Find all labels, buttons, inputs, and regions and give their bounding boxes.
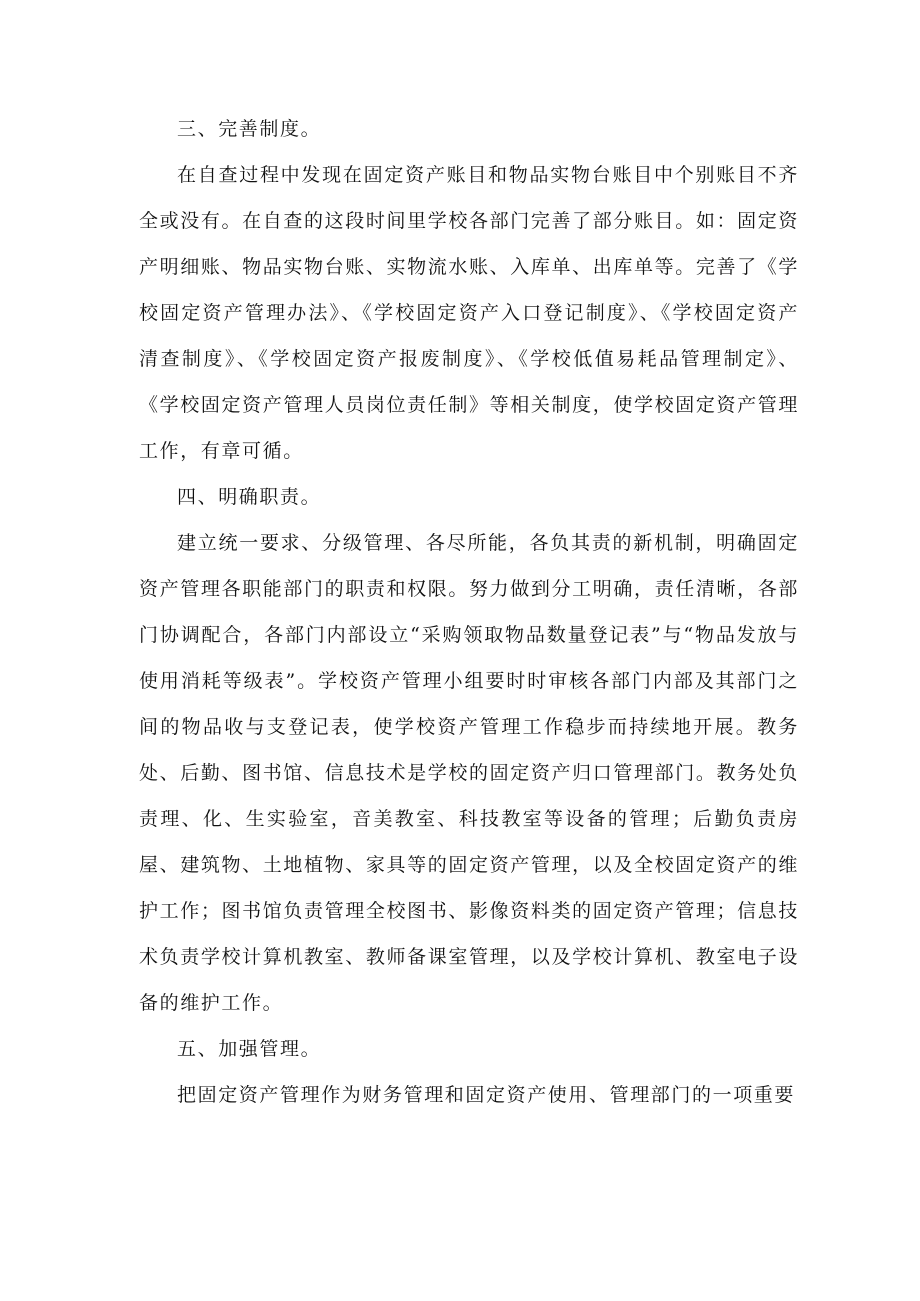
section-heading-4: 四、明确职责。 <box>177 486 322 508</box>
document-body <box>139 106 799 1118</box>
section-paragraph-5: 把固定资产管理作为财务管理和固定资产使用、管理部门的一项重要 <box>177 1084 796 1106</box>
section-heading-5: 五、加强管理。 <box>177 1038 322 1060</box>
section-heading-3: 三、完善制度。 <box>177 118 322 140</box>
section-paragraph-4: 建立统一要求、分级管理、各尽所能，各负其责的新机制，明确固定资产管理各职能部门的职责和权限。努力做到分工明确，责任清晰，各部门协调配合，各部门内部设立“采购领取物品数量登记表”与“物品发放与使用消耗等级表”。学校资产管理小组要时时审核各部门内部及其部门之间的物品收与支登记表，使学校资产管理工作稳步而持续地开展。教务处、后勤、图书馆、信息技术是学校的固定资产归口管理部门。教务处负责理、化、生实验室，音美教室、科技教室等设备的管理；后勤负责房屋、建筑物、土地植物、家具等的固定资产管理，以及全校固定资产的维护工作；图书馆负责管理全校图书、影像资料类的固定资产管理；信息技术负责学校计算机教室、教师备课室管理，以及学校计算机、教室电子设备的维护工作。 <box>139 532 799 1014</box>
section-paragraph-3: 在自查过程中发现在固定资产账目和物品实物台账目中个别账目不齐全或没有。在自查的这段时间里学校各部门完善了部分账目。如：固定资产明细账、物品实物台账、实物流水账、入库单、出库单等。完善了《学校固定资产管理办法》、《学校固定资产入口登记制度》、《学校固定资产清查制度》、《学校固定资产报废制度》、《学校低值易耗品管理制定》、《学校固定资产管理人员岗位责任制》等相关制度，使学校固定资产管理工作，有章可循。 <box>139 164 799 462</box>
